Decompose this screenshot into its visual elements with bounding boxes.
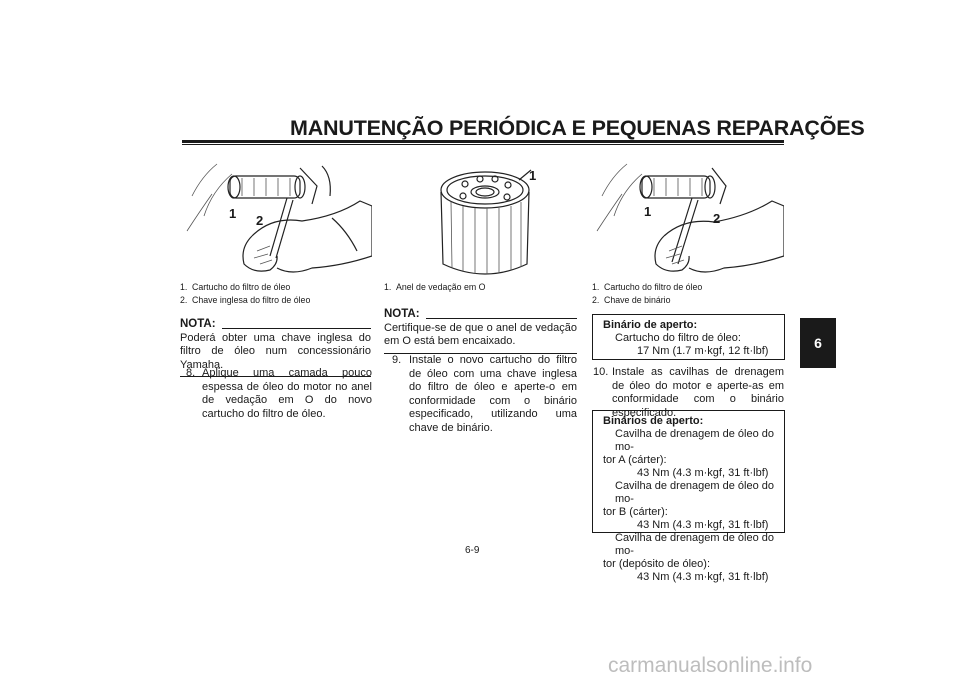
caption-item: 1. Anel de vedação em O [384,282,486,292]
torque-specs-box [592,410,785,583]
caption-item: 2. Chave de binário [592,294,671,305]
torque-box-title: Binários de aperto: [603,415,704,427]
figure-captions [384,281,584,294]
step-text: Instale as cavilhas de drenagem de óleo do motor e aperte-as em conformidade com o binário especificado. [612,366,784,419]
page-number: 6-9 [465,545,480,556]
step-number: 8. [186,367,196,379]
torque-item: Cavilha de drenagem de óleo do mo- [615,428,775,453]
note-label: NOTA: [180,318,216,330]
caption-item: 1. Cartucho do filtro de óleo [180,282,291,292]
torque-item-cont: tor A (cárter): [603,454,667,466]
figure-oil-filter-wrench [182,156,372,278]
figure-callout: 2 [713,211,721,226]
torque-item-cont: tor (depósito de óleo): [603,558,711,570]
torque-value: 43 Nm (4.3 m·kgf, 31 ft·lbf) [637,571,769,583]
torque-value: 43 Nm (4.3 m·kgf, 31 ft·lbf) [637,467,769,479]
figure-callout: 1 [229,206,237,221]
note-label: NOTA: [384,308,420,320]
figure-captions [592,281,792,306]
caption-item: 1. Cartucho do filtro de óleo [592,282,703,292]
torque-item: Cartucho do filtro de óleo: [615,332,741,344]
torque-item: Cavilha de drenagem de óleo do mo- [615,532,775,557]
torque-value: 43 Nm (4.3 m·kgf, 31 ft·lbf) [637,519,769,531]
note-text: Certifique-se de que o anel de vedação em O está bem encaixado. [384,321,577,347]
note-text: Poderá obter uma chave inglesa do filtro de óleo num concessionário Yamaha. [180,331,371,371]
caption-item: 2. Chave inglesa do filtro de óleo [180,294,311,305]
torque-box-title: Binário de aperto: [603,319,698,331]
figure-oil-filter-cartridge [425,162,545,280]
figure-torque-wrench [592,156,784,278]
figure-callout: 2 [256,213,264,228]
watermark: carmanualsonline.info [608,654,813,677]
torque-item: Cavilha de drenagem de óleo do mo- [615,480,775,505]
torque-spec-box [592,314,785,360]
title-rule [182,140,784,143]
section-tab[interactable]: 6 [800,318,836,368]
step-number: 9. [392,354,402,366]
note-block [384,308,577,354]
step-9 [392,354,577,435]
torque-item-cont: tor B (cárter): [603,506,668,518]
torque-value: 17 Nm (1.7 m·kgf, 12 ft·lbf) [637,345,769,357]
torque-wrench-illustration [592,156,784,278]
title-rule-thin [182,144,784,145]
oil-filter-cartridge-illustration [425,162,545,280]
step-text: Instale o novo cartucho do filtro de óleo com uma chave inglesa do filtro de óleo e aperte-o em conformidade com o binário especificado, utilizando uma chave de binário. [409,354,577,434]
step-number: 10. [593,366,609,378]
step-text: Aplique uma camada pouco espessa de óleo do motor no anel de vedação em O do novo cartucho do filtro de óleo. [202,367,372,420]
figure-callout: 1 [644,204,652,219]
figure-captions [180,281,380,306]
step-8 [186,367,372,421]
page-title: MANUTENÇÃO PERIÓDICA E PEQUENAS REPARAÇÕES [290,116,865,140]
figure-callout: 1 [529,168,537,183]
oil-filter-wrench-illustration [182,156,372,278]
